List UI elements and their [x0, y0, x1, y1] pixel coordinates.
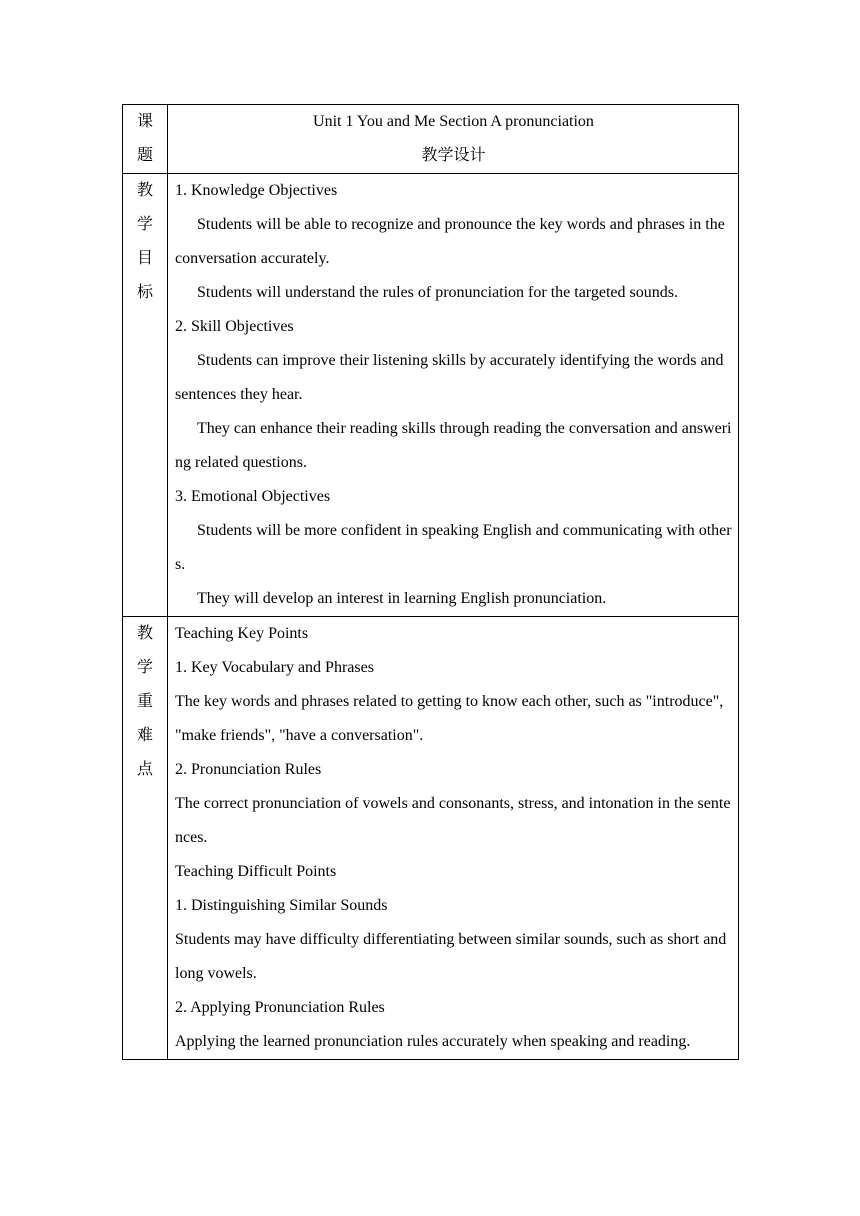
key-points-row [123, 617, 739, 1060]
difficult-points-subheading: 1. Distinguishing Similar Sounds [175, 897, 388, 914]
topic-label-char: 题 [136, 147, 153, 164]
topic-content-cell [168, 105, 739, 174]
objectives-paragraph: Students can improve their listening skills by accurately identifying the words and sentences they hear. [175, 352, 724, 403]
objectives-heading: 3. Emotional Objectives [175, 488, 331, 505]
key-points-label-cell [123, 617, 168, 1060]
objectives-label-cell [123, 174, 168, 617]
objectives-heading: 1. Knowledge Objectives [175, 182, 338, 199]
key-points-label-char: 教 [136, 625, 153, 642]
difficult-points-subheading: 2. Applying Pronunciation Rules [175, 999, 385, 1016]
objectives-label-char: 教 [136, 182, 153, 199]
key-points-label-char: 学 [136, 659, 153, 676]
objectives-paragraph: Students will be more confident in speaking English and communicating with others. [175, 522, 732, 573]
objectives-row [123, 174, 739, 617]
difficult-points-paragraph: Students may have difficulty differentiating between similar sounds, such as short and long vowels. [175, 931, 727, 982]
key-points-paragraph: The key words and phrases related to getting to know each other, such as "introduce", "make friends", "have a conversation". [175, 693, 724, 744]
objectives-label-char: 标 [136, 284, 153, 301]
key-points-subheading: 1. Key Vocabulary and Phrases [175, 659, 374, 676]
key-points-label-char: 重 [136, 693, 153, 710]
key-points-subheading: 2. Pronunciation Rules [175, 761, 322, 778]
objectives-paragraph: Students will understand the rules of pronunciation for the targeted sounds. [197, 284, 678, 301]
difficult-points-heading: Teaching Difficult Points [175, 863, 337, 880]
difficult-points-paragraph: Applying the learned pronunciation rules accurately when speaking and reading. [175, 1033, 691, 1050]
objectives-paragraph: They will develop an interest in learning English pronunciation. [197, 590, 607, 607]
lesson-title: Unit 1 You and Me Section A pronunciation [313, 113, 594, 130]
objectives-paragraph: Students will be able to recognize and pronounce the key words and phrases in the conversation accurately. [175, 216, 725, 267]
key-points-label-char: 点 [136, 761, 153, 778]
topic-row [123, 105, 739, 174]
topic-label-char: 课 [136, 113, 153, 130]
lesson-subtitle: 教学设计 [421, 147, 486, 164]
key-points-label-char: 难 [136, 727, 153, 744]
objectives-heading: 2. Skill Objectives [175, 318, 294, 335]
objectives-paragraph: They can enhance their reading skills through reading the conversation and answering related questions. [175, 420, 732, 471]
objectives-label-char: 目 [136, 250, 153, 267]
objectives-label-char: 学 [136, 216, 153, 233]
key-points-content-cell [168, 617, 739, 1060]
key-points-paragraph: The correct pronunciation of vowels and consonants, stress, and intonation in the sentences. [175, 795, 731, 846]
key-points-heading: Teaching Key Points [175, 625, 309, 642]
topic-label-cell [123, 105, 168, 174]
lesson-plan-table [122, 104, 739, 1060]
objectives-content-cell [168, 174, 739, 617]
